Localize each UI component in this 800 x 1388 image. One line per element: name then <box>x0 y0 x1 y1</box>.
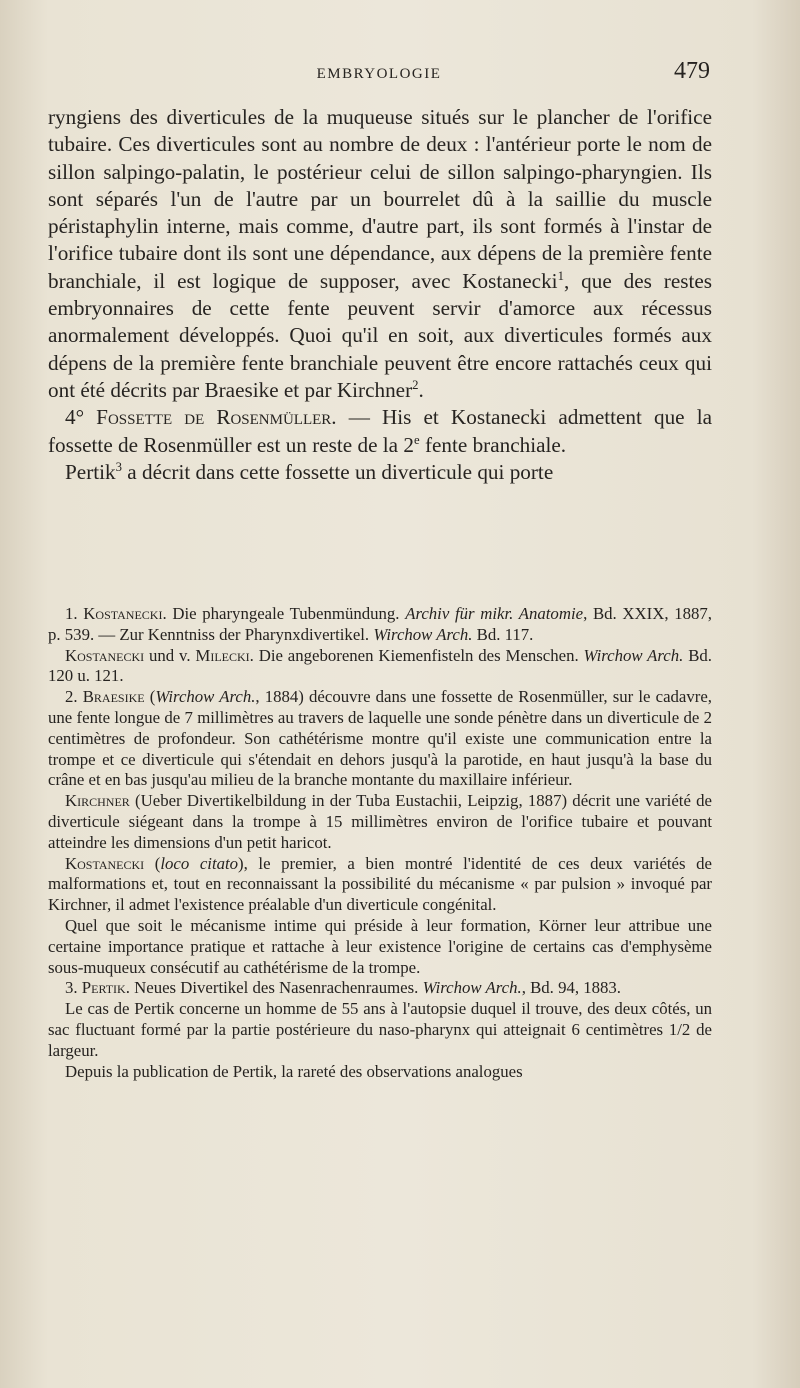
paragraph-3 <box>48 459 712 486</box>
author: Kirchner <box>65 791 130 811</box>
journal-title: Wirchow Arch. <box>583 645 684 665</box>
paragraph-2 <box>48 404 712 459</box>
paragraph-2-end: fente branchiale. <box>419 432 567 457</box>
footnote-number: 1. <box>65 604 84 623</box>
note-text: ), le premier, a bien montré l'identité de ces deux variétés de malformations et, tout en reconnaissant la possibilité du mécanisme « par pulsion » invoqué par Kirchner, il admet l'existence préalable d'un diverticule congénital. <box>48 853 712 915</box>
footnotes <box>48 604 712 1082</box>
note-text: und v. <box>144 645 196 665</box>
paragraph-2-text: — His et Kostanecki admettent que la fossette de Rosenmüller est un reste de la 2 <box>48 405 712 457</box>
paragraph-1-text-b: , que des restes embryonnaires de cette fente peuvent servir d'amorce aux récessus anormalement développés. Quoi qu'il en soit, aux diverticules formés aux dépens de la première fente branchiale peuvent être encore rattachés ceux qui ont été décrits par Braesike et par Kirchner <box>48 268 713 402</box>
footnote-number: 3. <box>65 978 82 998</box>
ordinal-sup: e <box>413 432 420 447</box>
note-text: , Bd. XXIX, 1887, p. 539. — Zur Kenntniss der Pharynxdivertikel. <box>48 604 712 644</box>
footnote-1 <box>48 604 712 646</box>
note-text: . Die pharyngeale Tubenmündung. <box>162 604 406 623</box>
journal-title: Wirchow Arch. <box>422 978 522 998</box>
note-text: ( <box>144 687 156 707</box>
note-text: (Ueber Divertikelbildung in der Tuba Eustachii, Leipzig, 1887) décrit une variété de diverticule siégeant dans la trompe à 15 millimètres environ de l'orifice tubaire et pouvant atteindre les dimensions d'un petit haricot. <box>48 791 712 852</box>
author: Kostanecki <box>65 645 145 665</box>
author: Milecki <box>195 645 250 665</box>
paragraph-3-start: Pertik <box>65 459 116 484</box>
footnote-2b <box>48 791 712 853</box>
footnote-3b: Le cas de Pertik concerne un homme de 55 ans à l'autopsie duquel il trouve, des deux côtés, un sac fluctuant formé par la partie postérieure du naso-pharynx qui atteignait 6 centimètres 1/2 de largeur. <box>48 999 712 1060</box>
footnote-2 <box>48 687 712 791</box>
note-text: . Die angeborenen Kiemenfisteln des Menschen. <box>249 645 584 665</box>
footnote-2c <box>48 854 712 916</box>
note-text: . Neues Divertikel des Nasenrachenraumes. <box>125 978 423 998</box>
footnote-ref-3: 3 <box>115 459 122 474</box>
main-text <box>48 104 712 486</box>
journal-title: Wirchow Arch. <box>373 624 473 644</box>
footnote-1b <box>48 646 712 688</box>
page-header <box>48 58 710 94</box>
note-text: , 1884) découvre dans une fossette de Rosenmüller, sur le cadavre, une fente longue de 7 millimètres au travers de laquelle une sonde pénètre dans un diverticule de 2 centimètres de profondeur. Son cathétérisme montre qu'il existe une communication entre la trompe et ce diverticule qui s'étendait en dehors jusqu'à la parotide, en haut jusqu'à la base du crâne et en bas jusqu'au milieu de la branche montante du maxillaire inférieur. <box>48 687 712 790</box>
note-text: ( <box>144 853 161 873</box>
author: Kostanecki <box>65 853 145 873</box>
running-head: EMBRYOLOGIE <box>316 66 442 82</box>
author: Kostanecki <box>83 604 163 623</box>
footnote-number: 2. <box>65 687 83 707</box>
footnote-ref-1: 1 <box>557 268 564 283</box>
section-heading: 4° Fossette de Rosenmüller. <box>65 405 337 430</box>
paragraph-3-text: a décrit dans cette fossette un diverticule qui porte <box>121 459 554 484</box>
footnote-2d: Quel que soit le mécanisme intime qui préside à leur formation, Körner leur attribue une certaine importance pratique et rattache à leur existence l'origine de certains cas d'emphysème sous-muqueux consécutif au cathétérisme de la trompe. <box>48 915 712 977</box>
journal-title: Archiv für mikr. Anatomie <box>405 604 584 623</box>
page-number: 479 <box>674 58 710 84</box>
journal-title: Wirchow Arch. <box>155 687 256 707</box>
footnote-ref-2: 2 <box>412 377 419 392</box>
author: Pertik <box>81 978 126 998</box>
paragraph-1 <box>48 104 712 404</box>
footnote-3 <box>48 978 712 999</box>
note-text: , Bd. 94, 1883. <box>521 978 621 998</box>
note-text: Bd. 120 u. 121. <box>48 645 712 686</box>
note-text: Bd. 117. <box>472 624 534 644</box>
footnote-3c: Depuis la publication de Pertik, la rareté des observations analogues <box>65 1061 523 1081</box>
paragraph-1-end: . <box>418 377 424 402</box>
loco-citato: loco citato <box>160 853 239 873</box>
author: Braesike <box>82 687 145 707</box>
paragraph-1-text: ryngiens des diverticules de la muqueuse situés sur le plancher de l'orifice tubaire. Ces diverticules sont au nombre de deux : l'antérieur porte le nom de sillon salpingo-palatin, le postérieur celui de sillon salpingo-pharyngien. Ils sont séparés l'un de l'autre par un bourrelet dû à la saillie du muscle péristaphylin interne, mais comme, d'autre part, ils sont formés à l'instar de l'orifice tubaire dont ils sont une dépendance, aux dépens de la première fente branchiale, il est logique de supposer, avec Kostanecki <box>48 105 712 293</box>
